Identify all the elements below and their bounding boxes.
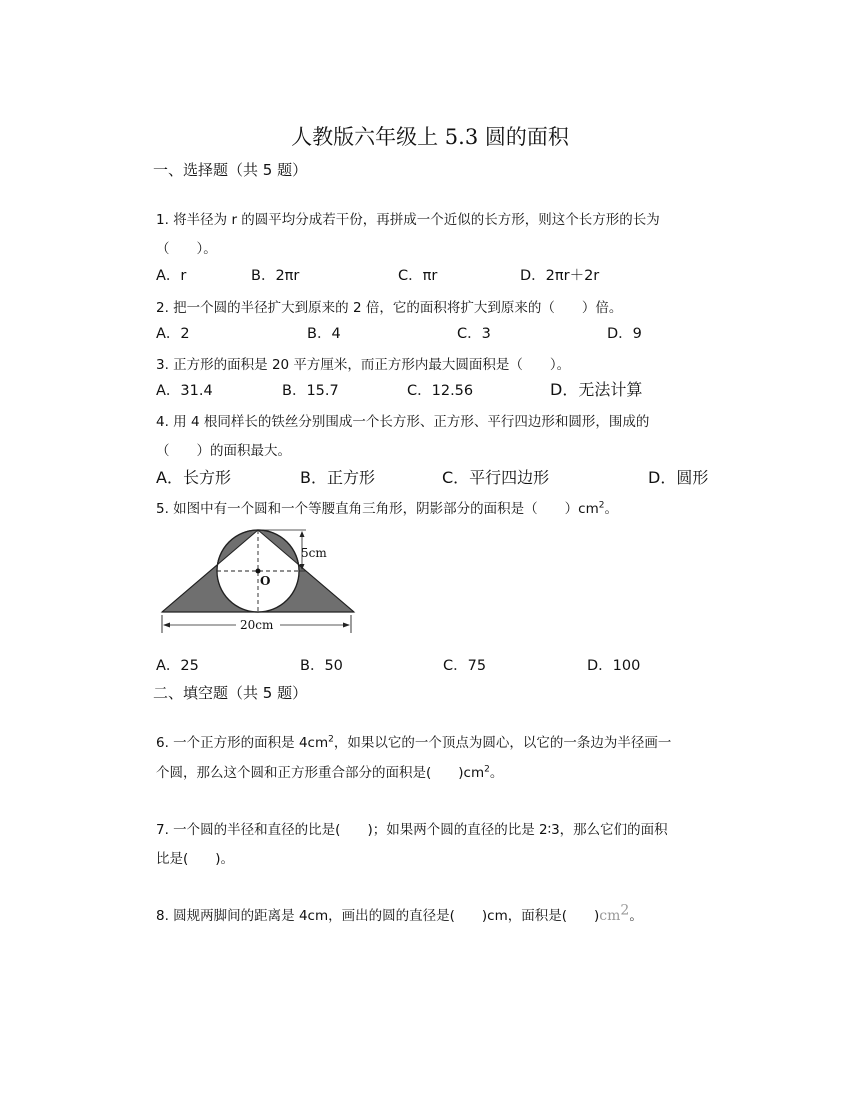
center-label: O [260,574,271,588]
base-label: 20cm [240,618,274,632]
q6-exponent-2: 2 [484,764,490,775]
q5-option-b[interactable]: B．50 [300,658,343,674]
question-5-text [156,497,618,517]
q1-option-a[interactable]: A．r [156,268,187,284]
q8-unit: cm [599,908,621,924]
question-7-line-1: 7. 一个圆的半径和直径的比是( )；如果两个圆的直径的比是 2∶3，那么它们的面积 [156,822,668,838]
q3-option-c[interactable]: C．12.56 [407,383,474,399]
section-heading-fill: 二、填空题（共 5 题） [153,684,308,702]
question-2-text: 2. 把一个圆的半径扩大到原来的 2 倍，它的面积将扩大到原来的（ ）倍。 [156,300,623,316]
q1-option-d[interactable]: D．2πr＋2r [520,268,600,284]
question-3-text: 3. 正方形的面积是 20 平方厘米，而正方形内最大圆面积是（ ）。 [156,357,571,373]
question-1-text: 1. 将半径为 r 的圆平均分成若干份，再拼成一个近似的长方形，则这个长方形的长为 [156,212,660,228]
q6-text-d: 。 [489,765,504,781]
q4-option-a[interactable]: A．长方形 [156,468,231,487]
q4-option-d[interactable]: D．圆形 [648,468,709,487]
q3-option-b[interactable]: B．15.7 [282,383,339,399]
q3-option-d[interactable]: D．无法计算 [550,380,643,399]
question-7-line-2: 比是( )。 [156,851,235,867]
question-8-text [156,904,643,924]
question-5-unit-exponent: 2 [598,500,605,511]
q2-option-b[interactable]: B．4 [307,326,341,342]
center-point [256,569,261,574]
q1-option-c[interactable]: C．πr [398,268,438,284]
q2-option-d[interactable]: D．9 [607,326,642,342]
q6-text-b: ，如果以它的一个顶点为圆心，以它的一条边为半径画一 [333,735,672,751]
q6-text-c: 个圆，那么这个圆和正方形重合部分的面积是( )cm [156,765,485,781]
question-4-blank: （ ）的面积最大。 [156,443,291,459]
q5-option-a[interactable]: A．25 [156,658,199,674]
q2-option-a[interactable]: A．2 [156,326,190,342]
question-5-main: 5. 如图中有一个圆和一个等腰直角三角形，阴影部分的面积是（ ）cm [156,501,599,517]
base-arrow-left [163,623,170,628]
q6-exponent-1: 2 [328,734,334,745]
page-title: 人教版六年级上 5.3 圆的面积 [291,125,569,149]
base-arrow-right [343,623,350,628]
section-heading-choice: 一、选择题（共 5 题） [153,161,308,179]
question-6-line-2 [156,761,503,781]
circle-triangle-figure [158,527,358,637]
q8-text: 8. 圆规两脚间的距离是 4cm，画出的圆的直径是( )cm，面积是( ) [156,908,600,924]
q2-option-c[interactable]: C．3 [457,326,491,342]
q4-option-c[interactable]: C．平行四边形 [442,468,550,487]
radius-arrow-up [300,531,305,537]
q8-exponent: 2 [620,902,630,919]
q3-option-a[interactable]: A．31.4 [156,383,213,399]
q5-option-d[interactable]: D．100 [587,658,641,674]
q5-option-c[interactable]: C．75 [443,658,487,674]
question-4-text: 4. 用 4 根同样长的铁丝分别围成一个长方形、正方形、平行四边形和圆形，围成的 [156,414,650,430]
question-5-end: 。 [604,501,618,517]
radius-label: 5cm [301,546,327,560]
q4-option-b[interactable]: B．正方形 [300,468,375,487]
question-1-blank: （ ）。 [156,241,217,257]
q6-text-a: 6. 一个正方形的面积是 4cm [156,735,329,751]
q1-option-b[interactable]: B．2πr [251,268,300,284]
question-6-line-1 [156,731,671,751]
q8-end: 。 [629,908,643,924]
